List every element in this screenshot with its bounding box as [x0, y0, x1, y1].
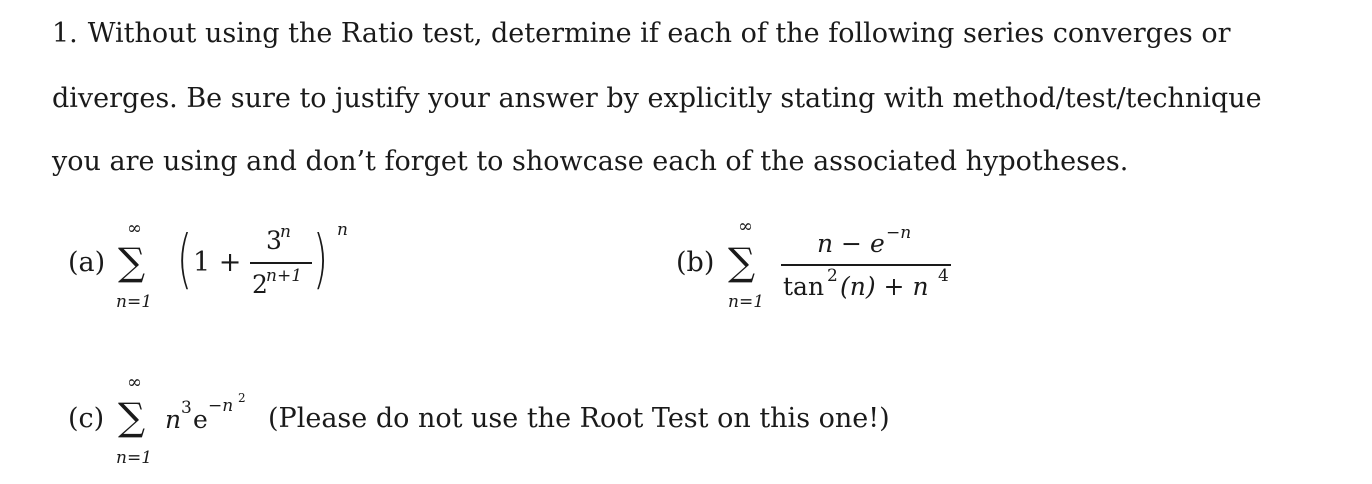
part-a-denominator-exp: n+1	[266, 266, 303, 286]
part-a-fraction-bar	[250, 262, 312, 264]
part-a-upper-limit: ∞	[127, 218, 142, 239]
part-c-term-e-exp2: 2	[238, 391, 246, 405]
part-b-sigma: ∑	[728, 240, 756, 284]
part-b-label: (b)	[676, 247, 715, 278]
part-c-lower-limit: n=1	[116, 448, 153, 468]
problem-line-2	[52, 83, 1262, 115]
part-b-denominator-tan-exp: 2	[827, 266, 838, 286]
part-b-denominator-exp: 4	[938, 266, 949, 286]
part-a-lower-limit: n=1	[116, 292, 153, 312]
part-b-numerator-exp: −n	[886, 223, 912, 243]
problem-line-3	[52, 146, 1128, 178]
part-c-sigma: ∑	[118, 395, 146, 439]
part-b-numerator: n − e	[817, 229, 885, 258]
part-a-numerator-exp: n	[280, 222, 291, 242]
part-c-term-base-exp: 3	[181, 398, 192, 418]
part-a-denominator-base: 2	[252, 270, 268, 299]
part-c-term-e: e	[193, 405, 208, 434]
problem-text-line-3: you are using and don’t forget to showcase each of the associated hypotheses.	[52, 146, 1129, 177]
part-b-fraction-bar	[781, 264, 951, 266]
problem-text-line-2: diverges. Be sure to justify your answer by explicitly stating with method/test/technique	[52, 83, 1262, 114]
part-a-left-paren: (	[176, 223, 192, 297]
part-a-numerator-base: 3	[266, 226, 282, 255]
part-c-term-base: n	[165, 405, 182, 434]
part-b-upper-limit: ∞	[738, 216, 753, 237]
part-b-denominator-rest: (n) + n	[840, 272, 929, 301]
part-a-right-paren: )	[312, 223, 328, 297]
part-c-upper-limit: ∞	[127, 372, 142, 393]
problem-line-1	[52, 18, 1231, 50]
part-a-sigma: ∑	[118, 240, 146, 284]
part-b-denominator-tan: tan	[783, 272, 825, 301]
part-c-note: (Please do not use the Root Test on this one!)	[268, 403, 890, 434]
part-a-outer-exp: n	[337, 220, 348, 240]
part-a-one-plus: 1 +	[193, 247, 242, 278]
problem-number: 1.	[52, 18, 78, 49]
part-b-lower-limit: n=1	[728, 292, 765, 312]
part-c-label: (c)	[68, 403, 105, 434]
part-a-label: (a)	[68, 247, 106, 278]
problem-text-line-1: Without using the Ratio test, determine if each of the following series converges or	[87, 18, 1231, 49]
part-c-term-e-exp: −n	[208, 396, 234, 416]
